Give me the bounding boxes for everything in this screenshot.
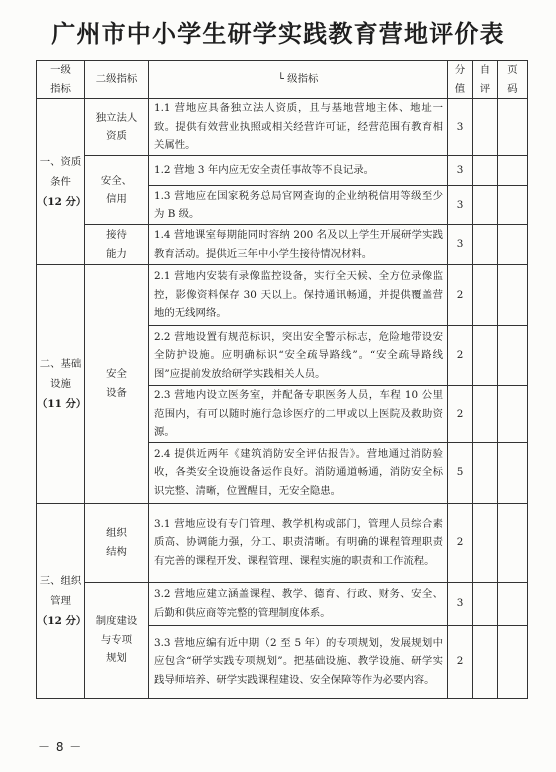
level2-cell: [85, 225, 149, 265]
indicator-text: 2.3 营地内设立医务室，并配备专职医务人员，车程 10 公里范围内，有可以随时施行急诊医疗的二甲或以上医院及救助资源。: [149, 386, 448, 443]
table-row: [37, 265, 528, 326]
score-cell: 3: [448, 156, 473, 186]
table-row: [37, 503, 528, 582]
table-row: [37, 582, 528, 625]
header-level1: [37, 61, 85, 99]
indicator-text: 2.1 营地内安装有录像监控设备，实行全天候、全方位录像监控，影像资料保存 30 天以上。保持通讯畅通，并提供覆盖营地的无线网络。: [149, 265, 448, 326]
level1-points: （11 分）: [37, 397, 87, 410]
header-page: [498, 61, 528, 99]
indicator-text: 1.1 营地应具备独立法人资质，且与基地营地主体、地址一致。提供有效营业执照或相关经营许可证，经营范围有教育相关属性。: [149, 99, 448, 156]
page-cell: [498, 225, 528, 265]
self-eval-cell: [473, 503, 498, 582]
table-header-row: [37, 61, 528, 99]
indicator-text: 3.3 营地应编有近中期（2 至 5 年）的专项规划，发展规划中应包含“研学实践专项规划”。把基础设施、教学设施、研学实践导师培养、研学实践课程建设、安全保障等作为必要内容。: [149, 625, 448, 698]
level2-label: 独立法人 资质: [95, 111, 138, 142]
level2-cell: [85, 582, 149, 698]
level1-label: 三、组织 管理: [39, 574, 82, 607]
self-eval-cell: [473, 442, 498, 503]
page-cell: [498, 442, 528, 503]
header-self-eval: [473, 61, 498, 99]
level2-cell: [85, 156, 149, 225]
page-cell: [498, 503, 528, 582]
page-cell: [498, 386, 528, 443]
score-cell: 5: [448, 442, 473, 503]
self-eval-cell: [473, 225, 498, 265]
score-cell: 3: [448, 225, 473, 265]
header-score: [448, 61, 473, 99]
self-eval-cell: [473, 326, 498, 386]
indicator-text: 3.2 营地应建立涵盖课程、教学、德育、行政、财务、安全、后勤和供应商等完整的管理制度体系。: [149, 582, 448, 625]
page-cell: [498, 582, 528, 625]
header-level1-label: 一级 指标: [50, 64, 71, 95]
table-row: [37, 99, 528, 156]
table-row: [37, 225, 528, 265]
indicator-text: 1.3 营地应在国家税务总局官网查询的企业纳税信用等级至少为 B 级。: [149, 186, 448, 225]
score-cell: 2: [448, 503, 473, 582]
score-cell: 2: [448, 265, 473, 326]
page-cell: [498, 625, 528, 698]
indicator-text: 2.2 营地设置有规范标识，突出安全警示标志，危险地带设安全防护设施。应明确标识“安全疏导路线”。“安全疏导路线图”应提前发放给研学实践相关人员。: [149, 326, 448, 386]
level2-cell: [85, 99, 149, 156]
page-number: － 8 －: [38, 740, 83, 754]
indicator-text: 2.4 提供近两年《建筑消防安全评估报告》。营地通过消防验收，各类安全设施设备运作良好。消防通道畅通，消防安全标识完整、清晰，位置醒目，无安全隐患。: [149, 442, 448, 503]
self-eval-cell: [473, 99, 498, 156]
self-eval-cell: [473, 265, 498, 326]
page-cell: [498, 326, 528, 386]
level2-cell: [85, 265, 149, 504]
score-cell: 2: [448, 625, 473, 698]
page-cell: [498, 265, 528, 326]
header-self-eval-label: 自 评: [479, 64, 491, 95]
indicator-text: 1.4 营地课室每期能同时容纳 200 名及以上学生开展研学实践教育活动。提供近三年中小学生接待情况材料。: [149, 225, 448, 265]
level1-points: （12 分）: [37, 195, 87, 208]
score-cell: 2: [448, 386, 473, 443]
header-level3: └ 级指标: [149, 61, 448, 99]
level1-cell: [37, 503, 85, 698]
self-eval-cell: [473, 625, 498, 698]
level2-label: 安全、 信用: [100, 174, 133, 205]
indicator-text: 3.1 营地应设有专门管理、教学机构或部门，管理人员综合素质高、协调能力强，分工、职责清晰。有明确的课程管理职责有完善的课程开发、课程管理、课程实施的职责和工作流程。: [149, 503, 448, 582]
level1-cell: [37, 265, 85, 504]
self-eval-cell: [473, 186, 498, 225]
score-cell: 3: [448, 186, 473, 225]
level2-label: 制度建设 与专项 规划: [95, 615, 138, 665]
page-cell: [498, 156, 528, 186]
score-cell: 2: [448, 326, 473, 386]
level1-points: （12 分）: [37, 614, 87, 627]
page-title: 广州市中小学生研学实践教育营地评价表: [51, 19, 505, 48]
level1-label: 一、资质 条件: [39, 155, 82, 188]
self-eval-cell: [473, 582, 498, 625]
table-row: [37, 156, 528, 186]
page-cell: [498, 186, 528, 225]
level2-cell: [85, 503, 149, 582]
level2-label: 接待 能力: [106, 229, 127, 260]
self-eval-cell: [473, 386, 498, 443]
level1-cell: [37, 99, 85, 265]
evaluation-table: [36, 60, 528, 699]
page-cell: [498, 99, 528, 156]
level1-label: 二、基础 设施: [39, 357, 82, 390]
indicator-text: 1.2 营地 3 年内应无安全责任事故等不良记录。: [149, 156, 448, 186]
header-score-label: 分 值: [454, 64, 466, 95]
score-cell: 3: [448, 582, 473, 625]
score-cell: 3: [448, 99, 473, 156]
header-level2: 二级指标: [85, 61, 149, 99]
level2-label: 安全 设备: [106, 368, 127, 399]
header-page-label: 页 码: [507, 64, 518, 95]
level2-label: 组织 结构: [106, 527, 127, 558]
self-eval-cell: [473, 156, 498, 186]
